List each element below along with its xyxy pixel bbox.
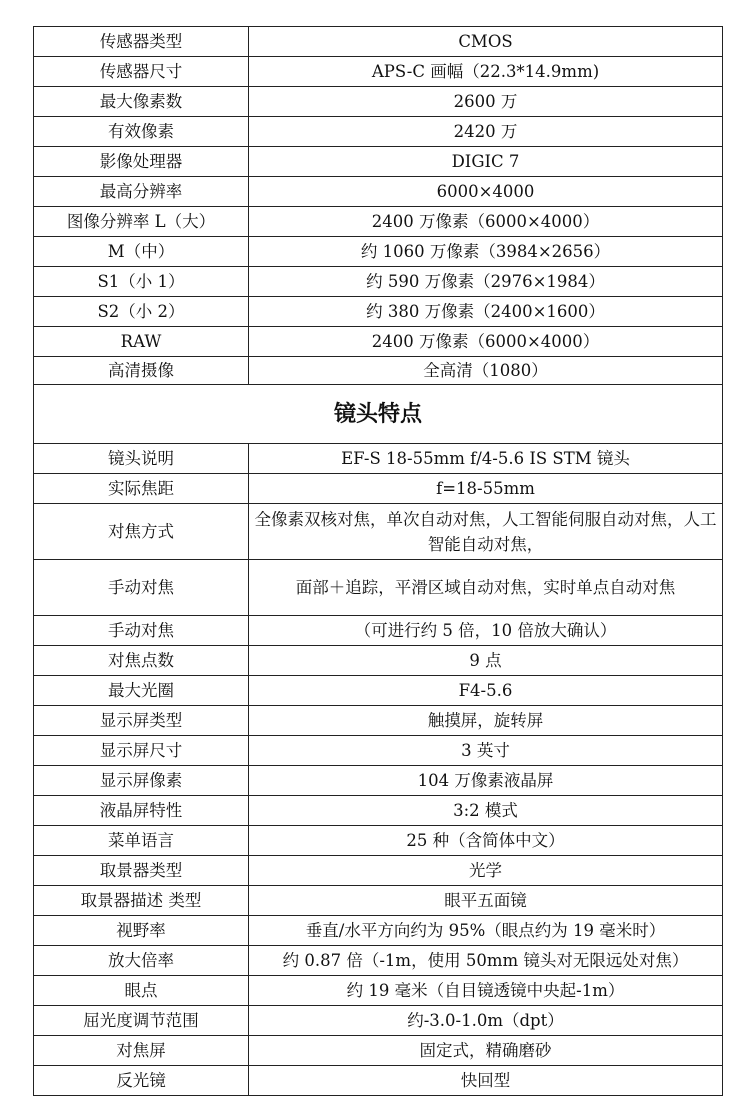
spec-key: 影像处理器 (34, 147, 249, 177)
spec-key: 手动对焦 (34, 560, 249, 616)
spec-value: 固定式，精确磨砂 (249, 1036, 723, 1066)
spec-value: 约-3.0-1.0m（dpt） (249, 1006, 723, 1036)
spec-value: 全高清（1080） (249, 357, 723, 385)
spec-value: 面部＋追踪，平滑区域自动对焦，实时单点自动对焦 (249, 560, 723, 616)
spec-value: 9 点 (249, 646, 723, 676)
spec-key: 眼点 (34, 976, 249, 1006)
spec-value: 眼平五面镜 (249, 886, 723, 916)
table-row (34, 646, 723, 676)
table-row (34, 916, 723, 946)
spec-value: CMOS (249, 27, 723, 57)
table-row (34, 826, 723, 856)
spec-value: 25 种（含简体中文） (249, 826, 723, 856)
table-row (34, 1036, 723, 1066)
table-row (34, 267, 723, 297)
section-header-row (34, 385, 723, 444)
spec-value: 触摸屏，旋转屏 (249, 706, 723, 736)
spec-value: EF-S 18-55mm f/4-5.6 IS STM 镜头 (249, 444, 723, 474)
table-row (34, 856, 723, 886)
spec-key: 显示屏类型 (34, 706, 249, 736)
table-row (34, 796, 723, 826)
spec-key: 高清摄像 (34, 357, 249, 385)
table-row (34, 1066, 723, 1096)
spec-key: 取景器描述 类型 (34, 886, 249, 916)
table-row (34, 676, 723, 706)
spec-value: 3:2 模式 (249, 796, 723, 826)
spec-key: 取景器类型 (34, 856, 249, 886)
spec-key: 最高分辨率 (34, 177, 249, 207)
table-row (34, 706, 723, 736)
table-row (34, 27, 723, 57)
spec-value: f=18-55mm (249, 474, 723, 504)
spec-value: 约 1060 万像素（3984×2656） (249, 237, 723, 267)
spec-value: 全像素双核对焦，单次自动对焦，人工智能伺服自动对焦，人工智能自动对焦， (249, 504, 723, 560)
spec-key: S1（小 1） (34, 267, 249, 297)
spec-key: 最大像素数 (34, 87, 249, 117)
table-row (34, 327, 723, 357)
spec-value: 2600 万 (249, 87, 723, 117)
spec-key: 图像分辨率 L（大） (34, 207, 249, 237)
spec-key: 显示屏尺寸 (34, 736, 249, 766)
table-row (34, 87, 723, 117)
spec-key: 最大光圈 (34, 676, 249, 706)
table-row (34, 946, 723, 976)
spec-key: 镜头说明 (34, 444, 249, 474)
spec-value: 104 万像素液晶屏 (249, 766, 723, 796)
spec-value: （可进行约 5 倍，10 倍放大确认） (249, 616, 723, 646)
spec-table (33, 26, 723, 1096)
spec-key: 传感器尺寸 (34, 57, 249, 87)
spec-key: M（中） (34, 237, 249, 267)
table-row (34, 976, 723, 1006)
spec-key: 液晶屏特性 (34, 796, 249, 826)
spec-key: 有效像素 (34, 117, 249, 147)
spec-key: 实际焦距 (34, 474, 249, 504)
spec-value: 垂直/水平方向约为 95%（眼点约为 19 毫米时） (249, 916, 723, 946)
spec-value: 约 19 毫米（自目镜透镜中央起-1m） (249, 976, 723, 1006)
table-row (34, 444, 723, 474)
table-row (34, 357, 723, 385)
spec-key: 放大倍率 (34, 946, 249, 976)
spec-value: 3 英寸 (249, 736, 723, 766)
table-row (34, 297, 723, 327)
spec-value: 光学 (249, 856, 723, 886)
spec-value: DIGIC 7 (249, 147, 723, 177)
spec-value: 约 380 万像素（2400×1600） (249, 297, 723, 327)
spec-key: 对焦方式 (34, 504, 249, 560)
table-row (34, 474, 723, 504)
spec-value: APS-C 画幅（22.3*14.9mm) (249, 57, 723, 87)
spec-key: S2（小 2） (34, 297, 249, 327)
spec-key: 传感器类型 (34, 27, 249, 57)
spec-value: 6000×4000 (249, 177, 723, 207)
spec-value: 约 0.87 倍（-1m，使用 50mm 镜头对无限远处对焦） (249, 946, 723, 976)
table-row (34, 237, 723, 267)
table-row (34, 504, 723, 560)
spec-value: 快回型 (249, 1066, 723, 1096)
table-row (34, 177, 723, 207)
table-row (34, 207, 723, 237)
spec-value: 2400 万像素（6000×4000） (249, 327, 723, 357)
table-row (34, 560, 723, 616)
table-row (34, 57, 723, 87)
spec-key: 对焦点数 (34, 646, 249, 676)
spec-key: 菜单语言 (34, 826, 249, 856)
spec-key: 屈光度调节范围 (34, 1006, 249, 1036)
spec-value: F4-5.6 (249, 676, 723, 706)
spec-key: 反光镜 (34, 1066, 249, 1096)
section-title: 镜头特点 (34, 385, 723, 444)
spec-key: RAW (34, 327, 249, 357)
spec-value: 2400 万像素（6000×4000） (249, 207, 723, 237)
spec-key: 显示屏像素 (34, 766, 249, 796)
spec-key: 视野率 (34, 916, 249, 946)
spec-value: 2420 万 (249, 117, 723, 147)
spec-value: 约 590 万像素（2976×1984） (249, 267, 723, 297)
spec-key: 手动对焦 (34, 616, 249, 646)
table-row (34, 147, 723, 177)
table-row (34, 766, 723, 796)
table-row (34, 886, 723, 916)
spec-key: 对焦屏 (34, 1036, 249, 1066)
table-row (34, 117, 723, 147)
table-row (34, 736, 723, 766)
table-row (34, 1006, 723, 1036)
table-row (34, 616, 723, 646)
